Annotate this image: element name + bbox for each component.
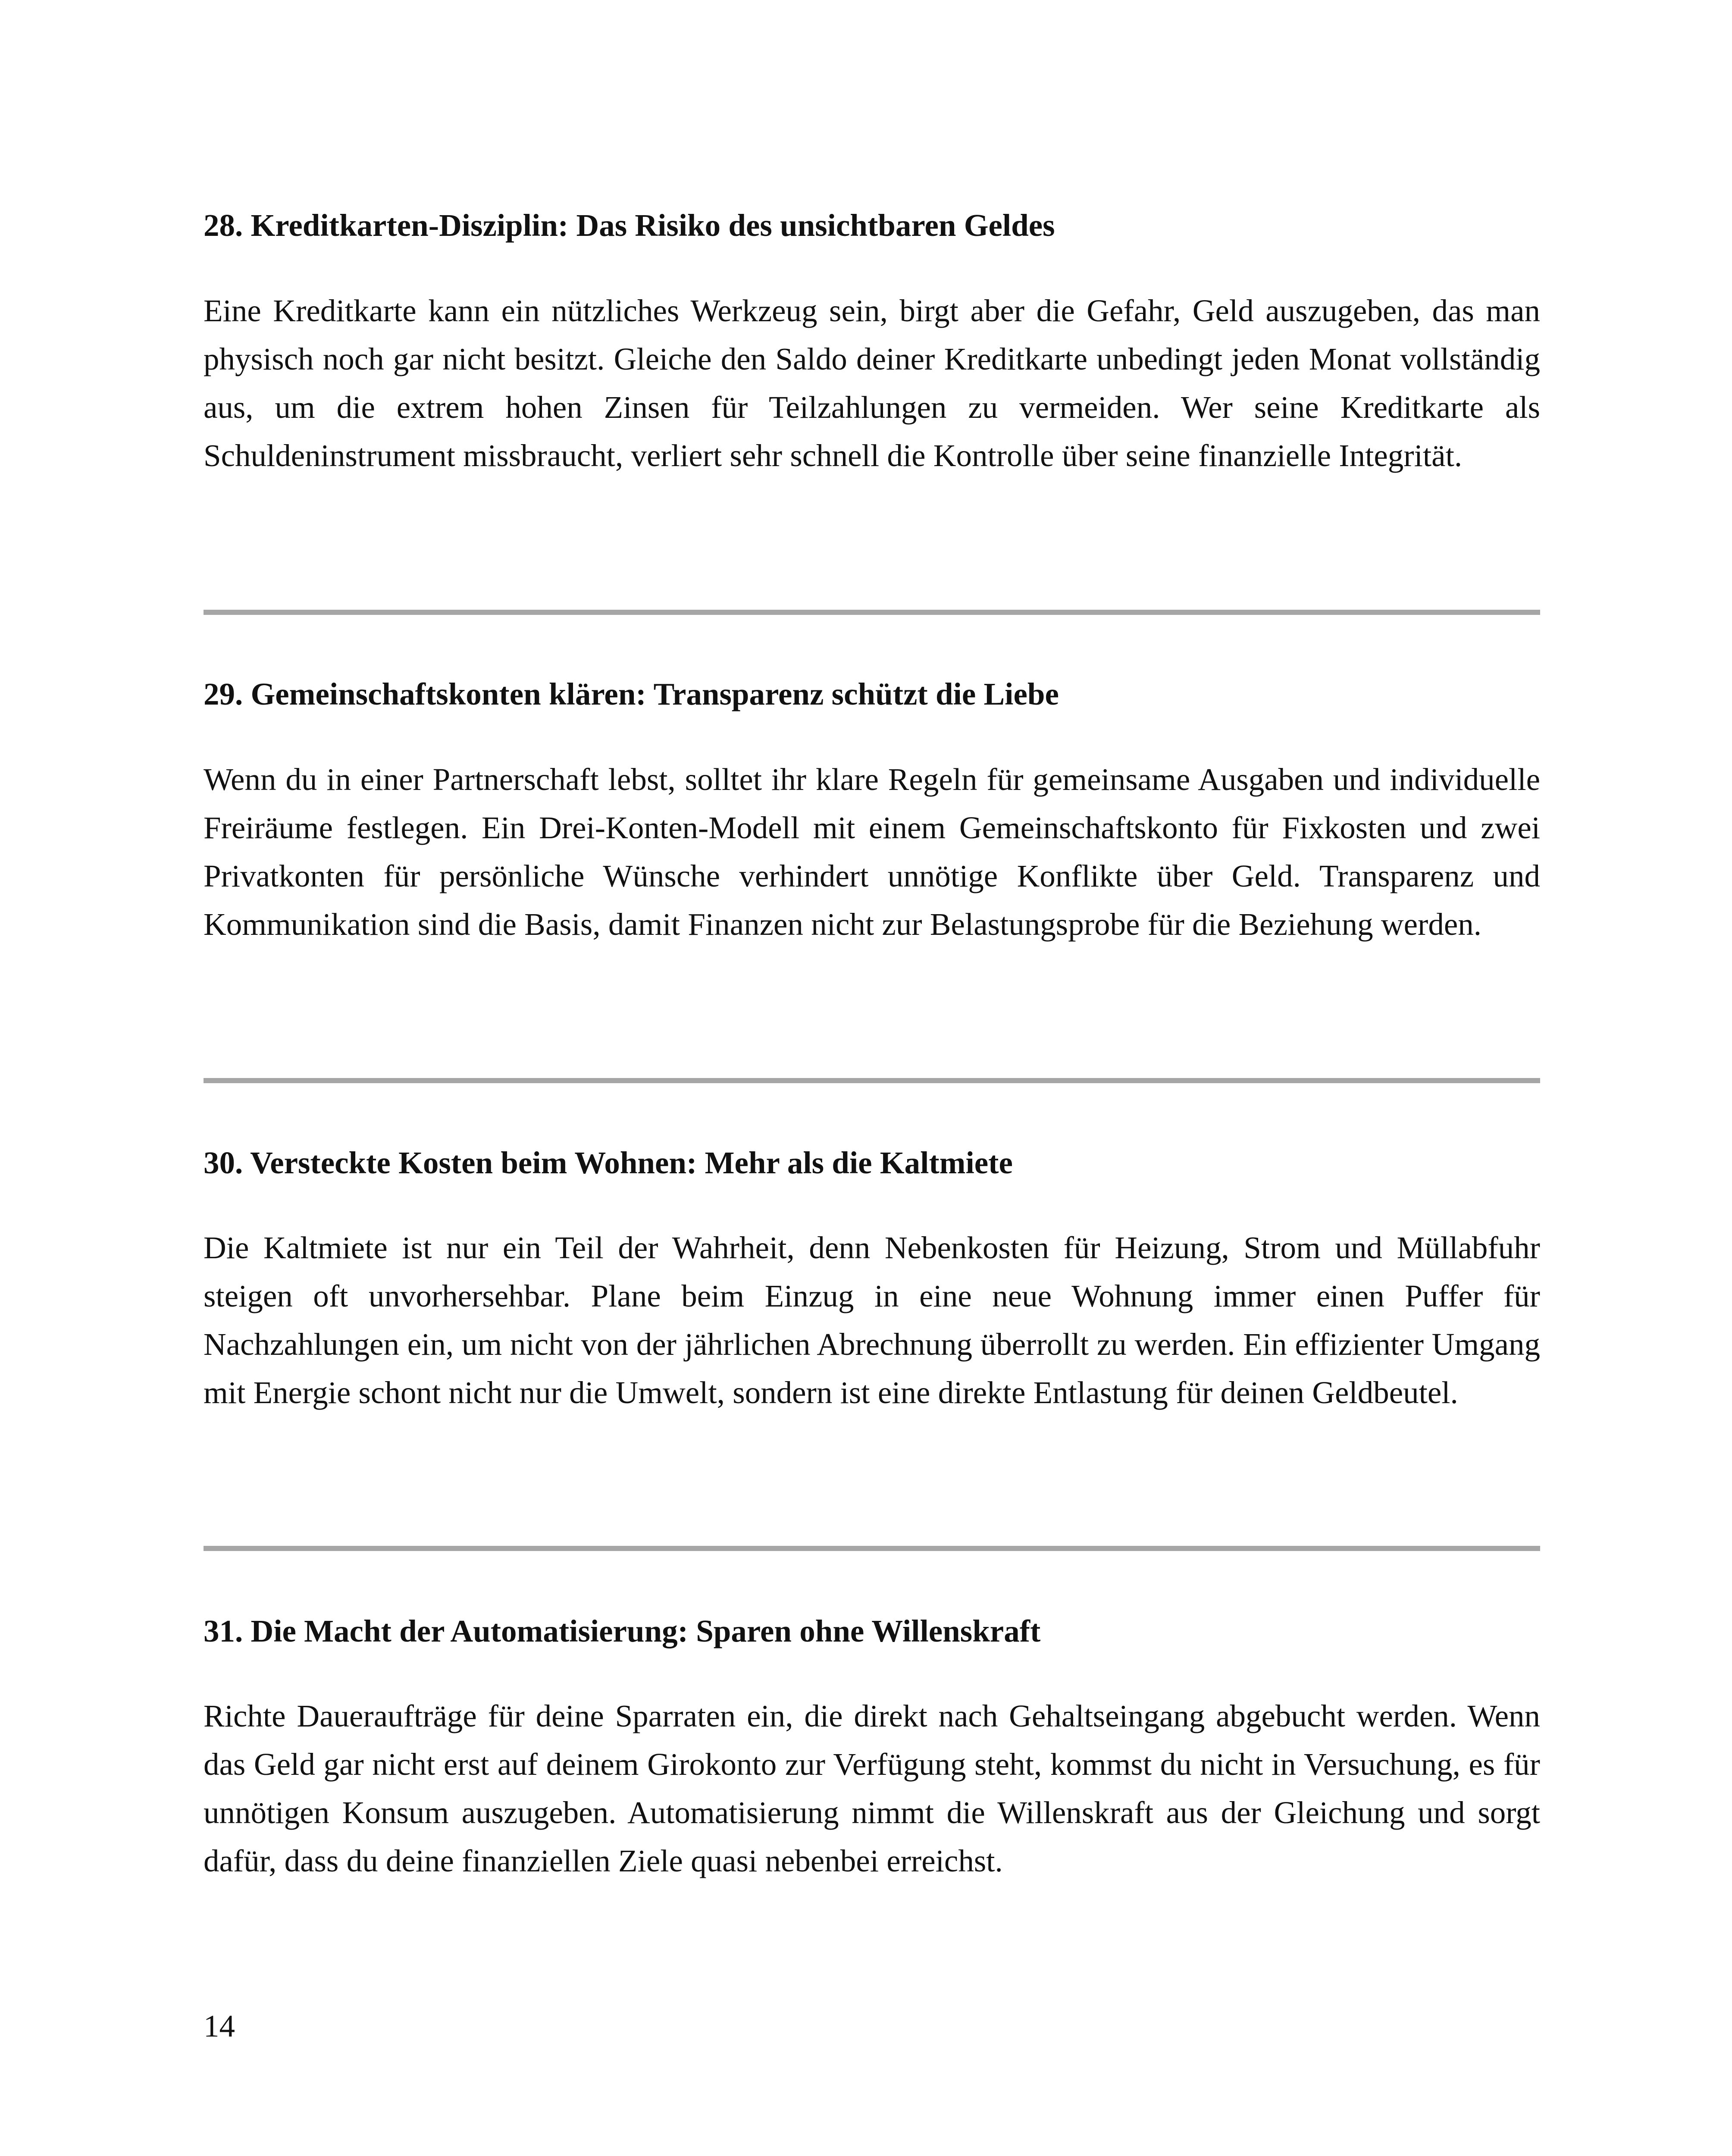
section-body-31: Richte Daueraufträge für deine Sparraten ein, die direkt nach Gehaltseingang abgebucht werden. Wenn das Geld gar nicht erst auf deinem Girokonto zur Verfügung steht, kommst du nicht in Versuchung, es für unnötigen Konsum auszugeben. Automatisierung nimmt die Willenskraft aus der Gleichung und sorgt dafür, dass du deine finanziellen Ziele quasi nebenbei erreichst. — [204, 1698, 1540, 1878]
page-number: 14 — [204, 2009, 235, 2043]
section-divider — [204, 1546, 1540, 1551]
section-body-28: Eine Kreditkarte kann ein nützliches Werkzeug sein, birgt aber die Gefahr, Geld auszugeben, das man physisch noch gar nicht besitzt. Gleiche den Saldo deiner Kreditkarte unbedingt jeden Monat vollständig aus, um die extrem hohen Zinsen für Teilzahlungen zu vermeiden. Wer seine Kreditkarte als Schuldeninstrument missbraucht, verliert sehr schnell die Kontrolle über seine finanzielle Integrität. — [204, 293, 1540, 473]
section-divider — [204, 1078, 1540, 1083]
section-divider — [204, 610, 1540, 615]
section-heading-28: 28. Kreditkarten-Disziplin: Das Risiko des unsichtbaren Geldes — [204, 208, 1055, 243]
section-heading-30: 30. Versteckte Kosten beim Wohnen: Mehr als die Kaltmiete — [204, 1145, 1013, 1180]
section-body-29: Wenn du in einer Partnerschaft lebst, solltet ihr klare Regeln für gemeinsame Ausgaben und individuelle Freiräume festlegen. Ein Drei-Konten-Modell mit einem Gemeinschaftskonto für Fixkosten und zwei Privatkonten für persönliche Wünsche verhindert unnötige Konflikte über Geld. Transparenz und Kommunikation sind die Basis, damit Finanzen nicht zur Belastungsprobe für die Beziehung werden. — [204, 762, 1540, 942]
section-body-30: Die Kaltmiete ist nur ein Teil der Wahrheit, denn Nebenkosten für Heizung, Strom und Müllabfuhr steigen oft unvorhersehbar. Plane beim Einzug in eine neue Wohnung immer einen Puffer für Nachzahlungen ein, um nicht von der jährlichen Abrechnung überrollt zu werden. Ein effizienter Umgang mit Energie schont nicht nur die Umwelt, sondern ist eine direkte Entlastung für deinen Geldbeutel. — [204, 1230, 1540, 1410]
section-heading-29: 29. Gemeinschaftskonten klären: Transparenz schützt die Liebe — [204, 677, 1059, 711]
section-heading-31: 31. Die Macht der Automatisierung: Sparen ohne Willenskraft — [204, 1614, 1041, 1648]
